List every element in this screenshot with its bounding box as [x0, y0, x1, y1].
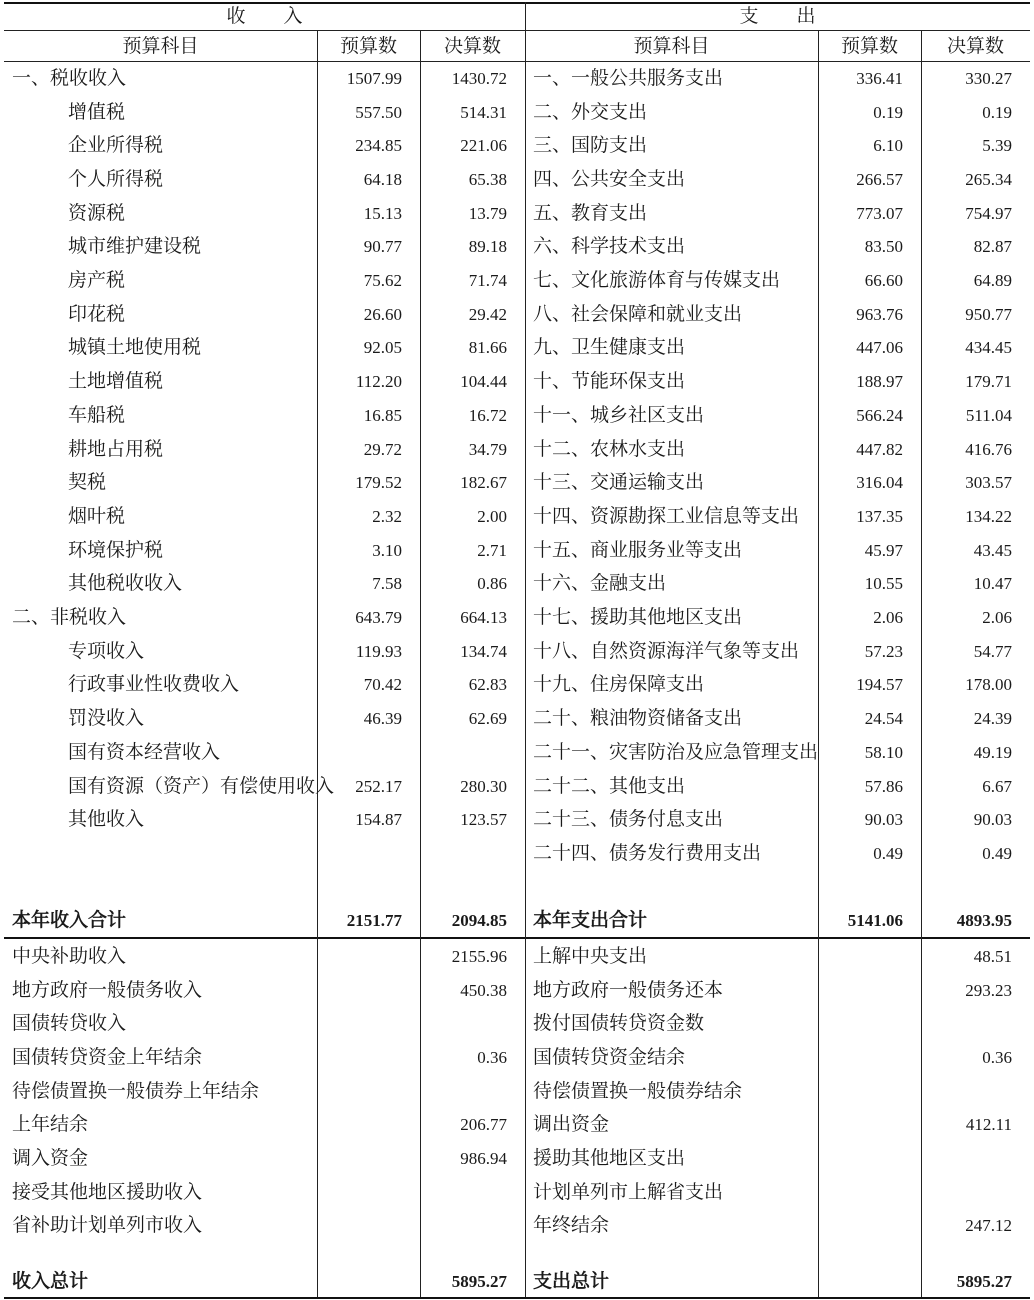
expenditure-transfer-final: 48.51	[973, 946, 1012, 966]
income-budget-value: 92.05	[363, 338, 402, 358]
expenditure-item-name: 二十、粮油物资储备支出	[533, 707, 743, 730]
expenditure-final-value: 64.89	[973, 271, 1012, 291]
expenditure-transfer-final: 0.36	[982, 1047, 1012, 1067]
expenditure-transfer-final: 412.11	[965, 1115, 1012, 1135]
expenditure-budget-value: 447.82	[856, 439, 903, 459]
income-transfer-final: 450.38	[460, 980, 507, 1000]
income-year-total-budget: 2151.77	[346, 911, 402, 930]
expenditure-final-value: 2.06	[982, 608, 1012, 628]
expenditure-budget-value: 83.50	[864, 237, 903, 257]
income-item-name: 专项收入	[68, 639, 145, 662]
income-final-value: 104.44	[460, 372, 507, 392]
expenditure-final-value: 416.76	[965, 439, 1012, 459]
income-budget-value: 26.60	[363, 304, 402, 324]
expenditure-item-name: 十五、商业服务业等支出	[533, 538, 743, 561]
expenditure-final-value: 49.19	[973, 742, 1012, 762]
expenditure-final-value: 754.97	[965, 203, 1012, 223]
income-item-name: 耕地占用税	[68, 437, 164, 460]
expenditure-transfer-final: 293.23	[965, 980, 1012, 1000]
income-item-name: 土地增值税	[68, 370, 164, 393]
expenditure-budget-value: 57.86	[864, 776, 903, 796]
expenditure-budget-value: 90.03	[864, 810, 903, 830]
expenditure-budget-value: 0.49	[873, 843, 903, 863]
expenditure-final-value: 82.87	[973, 237, 1012, 257]
income-final-value: 29.42	[468, 304, 507, 324]
expenditure-budget-value: 566.24	[856, 405, 903, 425]
expenditure-year-total-label: 本年支出合计	[533, 909, 648, 931]
expenditure-budget-value: 57.23	[864, 641, 903, 661]
expenditure-item-name: 一、一般公共服务支出	[533, 66, 724, 89]
income-transfer-name: 待偿债置换一般债券上年结余	[12, 1079, 260, 1102]
income-item-name: 契税	[68, 471, 107, 494]
expenditure-budget-value: 2.06	[873, 608, 903, 628]
income-transfer-name: 国债转贷资金上年结余	[12, 1045, 203, 1068]
expenditure-final-value: 43.45	[973, 540, 1012, 560]
expenditure-grand-total-label: 支出总计	[533, 1270, 610, 1292]
income-final-value: 81.66	[468, 338, 507, 358]
income-budget-value: 2.32	[372, 506, 402, 526]
expenditure-budget-value: 137.35	[856, 506, 903, 526]
expenditure-final-value: 0.49	[982, 843, 1012, 863]
income-final-value: 182.67	[460, 473, 507, 493]
income-transfer-name: 省补助计划单列市收入	[12, 1214, 203, 1237]
income-budget-value: 557.50	[355, 102, 402, 122]
expenditure-final-header: 决算数	[946, 34, 1004, 57]
income-transfer-name: 中央补助收入	[12, 944, 127, 967]
expenditure-budget-value: 6.10	[873, 136, 903, 156]
income-final-value: 71.74	[468, 271, 507, 291]
income-subject-header: 预算科目	[122, 34, 199, 57]
expenditure-final-value: 10.47	[973, 574, 1012, 594]
expenditure-budget-value: 58.10	[864, 742, 903, 762]
expenditure-final-value: 511.04	[965, 405, 1012, 425]
income-final-value: 16.72	[468, 405, 507, 425]
expenditure-item-name: 二、外交支出	[533, 100, 648, 123]
income-year-total-label: 本年收入合计	[12, 909, 127, 931]
income-final-value: 134.74	[460, 641, 507, 661]
expenditure-item-name: 十二、农林水支出	[533, 437, 686, 460]
expenditure-budget-value: 66.60	[864, 271, 903, 291]
income-budget-value: 1507.99	[346, 68, 402, 88]
expenditure-budget-value: 447.06	[856, 338, 903, 358]
expenditure-item-name: 六、科学技术支出	[533, 235, 686, 258]
expenditure-budget-value: 963.76	[856, 304, 903, 324]
expenditure-item-name: 九、卫生健康支出	[533, 336, 686, 359]
income-final-header: 决算数	[443, 34, 501, 57]
income-final-value: 2.71	[477, 540, 507, 560]
income-item-name: 印花税	[68, 302, 126, 325]
expenditure-final-value: 6.67	[982, 776, 1012, 796]
expenditure-transfer-name: 上解中央支出	[533, 944, 648, 967]
expenditure-item-name: 十四、资源勘探工业信息等支出	[533, 504, 800, 527]
column-divider	[525, 2, 526, 1297]
expenditure-final-value: 24.39	[973, 709, 1012, 729]
expenditure-item-name: 十三、交通运输支出	[533, 471, 705, 494]
income-budget-value: 46.39	[363, 709, 402, 729]
income-section-header: 收 入	[226, 5, 303, 27]
expenditure-year-total-final: 4893.95	[956, 911, 1012, 930]
income-transfer-final: 2155.96	[451, 946, 507, 966]
income-item-name: 二、非税收入	[12, 606, 127, 629]
income-transfer-final: 0.36	[477, 1047, 507, 1067]
income-item-name: 其他收入	[68, 808, 145, 831]
expenditure-subject-header: 预算科目	[633, 34, 710, 57]
expenditure-budget-value: 773.07	[856, 203, 903, 223]
expenditure-item-name: 十、节能环保支出	[533, 370, 686, 393]
expenditure-item-name: 七、文化旅游体育与传媒支出	[533, 269, 781, 292]
row-divider	[4, 2, 1030, 4]
expenditure-final-value: 54.77	[973, 641, 1012, 661]
expenditure-grand-total-final: 5895.27	[956, 1272, 1012, 1291]
income-budget-value: 75.62	[363, 271, 402, 291]
income-budget-value: 112.20	[355, 372, 402, 392]
income-final-value: 62.83	[468, 675, 507, 695]
income-item-name: 国有资源（资产）有偿使用收入	[68, 774, 335, 797]
income-final-value: 221.06	[460, 136, 507, 156]
expenditure-budget-value: 10.55	[864, 574, 903, 594]
income-final-value: 664.13	[460, 608, 507, 628]
expenditure-transfer-name: 调出资金	[533, 1113, 610, 1136]
expenditure-final-value: 330.27	[965, 68, 1012, 88]
income-item-name: 其他税收收入	[68, 572, 183, 595]
expenditure-item-name: 八、社会保障和就业支出	[533, 302, 743, 325]
expenditure-budget-header: 预算数	[840, 34, 898, 57]
income-item-name: 城镇土地使用税	[68, 336, 202, 359]
expenditure-transfer-name: 拨付国债转贷资金数	[533, 1012, 705, 1035]
income-item-name: 个人所得税	[68, 167, 164, 190]
row-divider	[4, 30, 1030, 31]
income-budget-header: 预算数	[339, 34, 397, 57]
expenditure-transfer-name: 地方政府一般债务还本	[533, 978, 724, 1001]
income-budget-value: 15.13	[363, 203, 402, 223]
expenditure-budget-value: 188.97	[856, 372, 903, 392]
income-final-value: 65.38	[468, 169, 507, 189]
expenditure-item-name: 十六、金融支出	[533, 572, 667, 595]
expenditure-transfer-name: 待偿债置换一般债券结余	[533, 1079, 743, 1102]
income-budget-value: 70.42	[363, 675, 402, 695]
income-grand-total-label: 收入总计	[12, 1270, 89, 1292]
income-item-name: 增值税	[68, 100, 126, 123]
income-final-value: 514.31	[460, 102, 507, 122]
income-final-value: 34.79	[468, 439, 507, 459]
income-budget-value: 252.17	[355, 776, 402, 796]
income-budget-value: 29.72	[363, 439, 402, 459]
expenditure-item-name: 十七、援助其他地区支出	[533, 606, 743, 629]
income-transfer-final: 986.94	[460, 1149, 507, 1169]
income-final-value: 13.79	[468, 203, 507, 223]
income-budget-value: 7.58	[372, 574, 402, 594]
income-budget-value: 64.18	[363, 169, 402, 189]
income-final-value: 1430.72	[451, 68, 507, 88]
income-transfer-name: 地方政府一般债务收入	[12, 978, 203, 1001]
income-final-value: 89.18	[468, 237, 507, 257]
expenditure-final-value: 950.77	[965, 304, 1012, 324]
expenditure-transfer-name: 援助其他地区支出	[533, 1147, 686, 1170]
expenditure-item-name: 二十四、债务发行费用支出	[533, 841, 762, 864]
income-final-value: 280.30	[460, 776, 507, 796]
expenditure-item-name: 二十二、其他支出	[533, 774, 686, 797]
expenditure-item-name: 四、公共安全支出	[533, 167, 686, 190]
income-item-name: 城市维护建设税	[68, 235, 202, 258]
income-item-name: 罚没收入	[68, 707, 145, 730]
expenditure-item-name: 五、教育支出	[533, 201, 648, 224]
expenditure-transfer-name: 计划单列市上解省支出	[533, 1180, 724, 1203]
expenditure-final-value: 5.39	[982, 136, 1012, 156]
income-final-value: 2.00	[477, 506, 507, 526]
income-item-name: 一、税收收入	[12, 66, 127, 89]
row-divider	[4, 937, 1030, 939]
income-transfer-name: 国债转贷收入	[12, 1012, 127, 1035]
income-item-name: 环境保护税	[68, 538, 164, 561]
income-year-total-final: 2094.85	[451, 911, 507, 930]
expenditure-final-value: 179.71	[965, 372, 1012, 392]
income-budget-value: 154.87	[355, 810, 402, 830]
expenditure-final-value: 265.34	[965, 169, 1012, 189]
expenditure-item-name: 二十一、灾害防治及应急管理支出	[533, 740, 819, 763]
expenditure-item-name: 十九、住房保障支出	[533, 673, 705, 696]
expenditure-transfer-name: 年终结余	[533, 1214, 610, 1237]
income-transfer-final: 206.77	[460, 1115, 507, 1135]
expenditure-final-value: 0.19	[982, 102, 1012, 122]
expenditure-item-name: 十八、自然资源海洋气象等支出	[533, 639, 800, 662]
income-item-name: 房产税	[68, 269, 126, 292]
income-budget-value: 3.10	[372, 540, 402, 560]
income-item-name: 行政事业性收费收入	[68, 673, 240, 696]
income-transfer-name: 接受其他地区援助收入	[12, 1180, 203, 1203]
income-item-name: 烟叶税	[68, 504, 126, 527]
expenditure-budget-value: 45.97	[864, 540, 903, 560]
expenditure-budget-value: 194.57	[856, 675, 903, 695]
expenditure-budget-value: 316.04	[856, 473, 903, 493]
income-final-value: 123.57	[460, 810, 507, 830]
expenditure-final-value: 134.22	[965, 506, 1012, 526]
expenditure-item-name: 二十三、债务付息支出	[533, 808, 724, 831]
income-budget-value: 16.85	[363, 405, 402, 425]
income-transfer-name: 上年结余	[12, 1113, 89, 1136]
expenditure-item-name: 三、国防支出	[533, 134, 648, 157]
expenditure-year-total-budget: 5141.06	[847, 911, 903, 930]
row-divider	[4, 1297, 1030, 1299]
expenditure-final-value: 178.00	[965, 675, 1012, 695]
income-grand-total-final: 5895.27	[451, 1272, 507, 1291]
income-budget-value: 643.79	[355, 608, 402, 628]
income-item-name: 企业所得税	[68, 134, 164, 157]
expenditure-transfer-final: 247.12	[965, 1216, 1012, 1236]
income-item-name: 车船税	[68, 403, 126, 426]
expenditure-budget-value: 266.57	[856, 169, 903, 189]
income-budget-value: 179.52	[355, 473, 402, 493]
expenditure-budget-value: 336.41	[856, 68, 903, 88]
expenditure-final-value: 434.45	[965, 338, 1012, 358]
income-budget-value: 90.77	[363, 237, 402, 257]
income-final-value: 62.69	[468, 709, 507, 729]
income-budget-value: 119.93	[355, 641, 402, 661]
income-item-name: 资源税	[68, 201, 126, 224]
expenditure-budget-value: 24.54	[864, 709, 903, 729]
expenditure-final-value: 303.57	[965, 473, 1012, 493]
expenditure-section-header: 支 出	[739, 5, 816, 27]
expenditure-transfer-name: 国债转贷资金结余	[533, 1045, 686, 1068]
income-final-value: 0.86	[477, 574, 507, 594]
expenditure-item-name: 十一、城乡社区支出	[533, 403, 705, 426]
income-transfer-name: 调入资金	[12, 1147, 89, 1170]
expenditure-budget-value: 0.19	[873, 102, 903, 122]
row-divider	[4, 61, 1030, 62]
income-budget-value: 234.85	[355, 136, 402, 156]
expenditure-final-value: 90.03	[973, 810, 1012, 830]
income-item-name: 国有资本经营收入	[68, 740, 221, 763]
